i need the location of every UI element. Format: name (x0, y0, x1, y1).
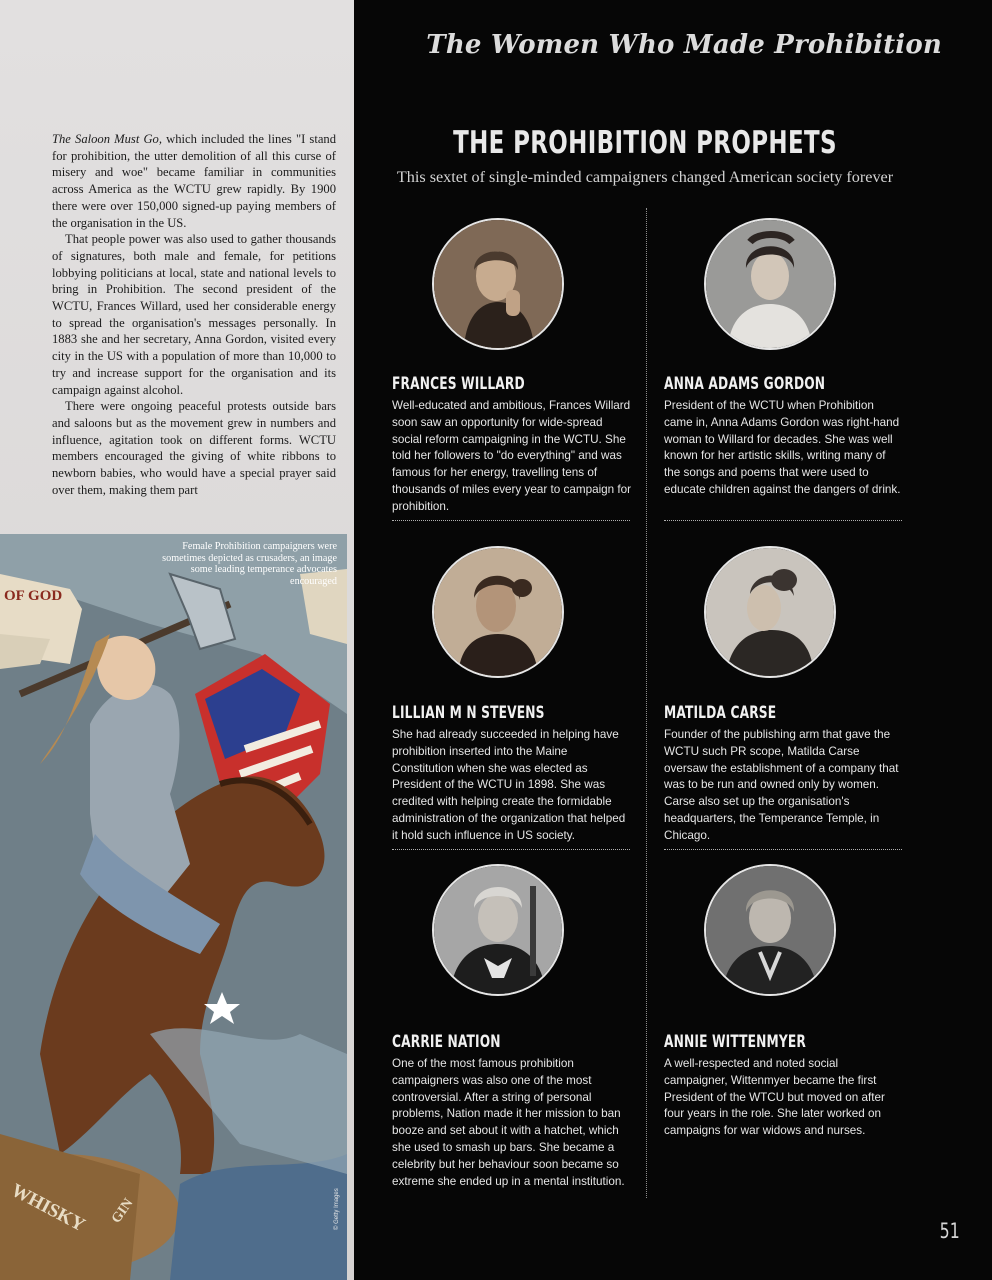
column-divider (646, 208, 647, 1198)
illustration-caption: Female Prohibition campaigners were sometimes depicted as crusaders, an image some leading temperance advocates encouraged (162, 541, 337, 587)
barrel-label-gin: GIN (108, 1196, 137, 1227)
song-title: The Saloon Must Go, (52, 132, 162, 146)
campaigner-name: CARRIE NATION (392, 1032, 501, 1052)
campaigner-name: MATILDA CARSE (664, 703, 777, 723)
campaigner-name: ANNA ADAMS GORDON (664, 374, 826, 394)
portrait-anna-adams-gordon (704, 218, 836, 350)
portrait-photo (434, 548, 562, 676)
campaigner-name: LILLIAN M N STEVENS (392, 703, 545, 723)
campaigner-bio: Founder of the publishing arm that gave the WCTU such PR scope, Matilda Carse oversaw the establishment of a company that was to be run and owned only by women. Carse also set up the organisation's headquarters, the Temperance Temple, in Chicago. (664, 728, 899, 842)
campaigner-card-matilda-carse (664, 703, 904, 853)
photo-credit: © Getty Images (334, 1188, 340, 1230)
portrait-frances-willard (432, 218, 564, 350)
article-body (52, 131, 336, 498)
section-subtitle: This sextet of single-minded campaigners changed American society forever (396, 168, 894, 186)
banner-text: OF GOD (4, 588, 63, 604)
campaigner-bio: One of the most famous prohibition campaigners was also one of the most controversial. After a string of personal problems, Nation made it her mission to ban booze and set about it with a hatchet, which she used to smash up bars. She became a celebrity but her behaviour soon became so extreme she ended up in a mental institution. (392, 1057, 625, 1188)
campaigner-card-anna-adams-gordon (664, 374, 904, 524)
barrel-label-whisky: WHISKY (7, 1179, 89, 1237)
card-divider (664, 520, 902, 521)
magazine-title: The Women Who Made Prohibition (426, 30, 942, 60)
campaigner-card-frances-willard (392, 374, 632, 524)
portrait-carrie-nation (432, 864, 564, 996)
portrait-photo (434, 866, 562, 994)
left-column (0, 0, 354, 1280)
crusader-illustration (0, 534, 347, 1280)
portrait-photo (706, 548, 834, 676)
campaigner-name: ANNIE WITTENMYER (664, 1032, 806, 1052)
portrait-photo (434, 220, 562, 348)
card-divider (392, 520, 630, 521)
campaigner-bio: A well-respected and noted social campaigner, Wittenmyer became the first President of the WTCU but moved on after four years in the role. She later worked on campaigns for war widows and nurses. (664, 1057, 885, 1138)
portrait-photo (706, 220, 834, 348)
portrait-annie-wittenmyer (704, 864, 836, 996)
page-number: 51 (939, 1219, 960, 1243)
card-divider (664, 849, 902, 850)
campaigner-bio: Well-educated and ambitious, Frances Willard soon saw an opportunity for wide-spread social reform campaigning in the WCTU. She told her followers to "do everything" and was famous for her energy, travelling tens of thousands of miles every year to campaign for prohibition. (392, 399, 632, 513)
section-title: THE PROHIBITION PROPHETS (453, 125, 837, 161)
campaigner-card-annie-wittenmyer (664, 1032, 904, 1152)
illustration-artwork (0, 534, 347, 1280)
campaigner-bio: President of the WCTU when Prohibition came in, Anna Adams Gordon was right-hand woman to Willard for decades. She was well known for her artistic skills, writing many of the songs and poems that were used to educate children against the dangers of drink. (664, 399, 901, 496)
card-divider (392, 849, 630, 850)
portrait-photo (706, 866, 834, 994)
portrait-matilda-carse (704, 546, 836, 678)
campaigner-card-lillian-stevens (392, 703, 632, 853)
campaigner-bio: She had already succeeded in helping have prohibition inserted into the Maine Constitution when she was elected as President of the WCTU in 1898. She was credited with helping create the formidable administration of the organization that helped it hold such influence in US society. (392, 728, 626, 842)
campaigner-name: FRANCES WILLARD (392, 374, 525, 394)
article-paragraph-1: The Saloon Must Go, which included the lines "I stand for prohibition, the utter demolition of all this curse of misery and woe" became familiar in communities across America as the WCTU grew rapidly. By 1900 there were over 150,000 signed-up paying members of the organisation in the US. (52, 132, 337, 230)
portrait-lillian-stevens (432, 546, 564, 678)
article-paragraph-3: There were ongoing peaceful protests outside bars and saloons but as the movement grew in numbers and influence, agitation took on different forms. WCTU members encouraged the giving of white ribbons to newborn babies, who would have a special prayer said over them, making them part (52, 399, 336, 497)
campaigner-card-carrie-nation (392, 1032, 632, 1202)
article-paragraph-2: That people power was also used to gather thousands of signatures, both male and female, for petitions lobbying politicians at local, state and national levels to bring in Prohibition. The second president of the WCTU, Frances Willard, used her considerable energy to spread the organisation's messages personally. In 1883 she and her secretary, Anna Gordon, visited every city in the US with a population of more than 10,000 to try and increase support for the organisation and its campaign against alcohol. (52, 232, 336, 397)
